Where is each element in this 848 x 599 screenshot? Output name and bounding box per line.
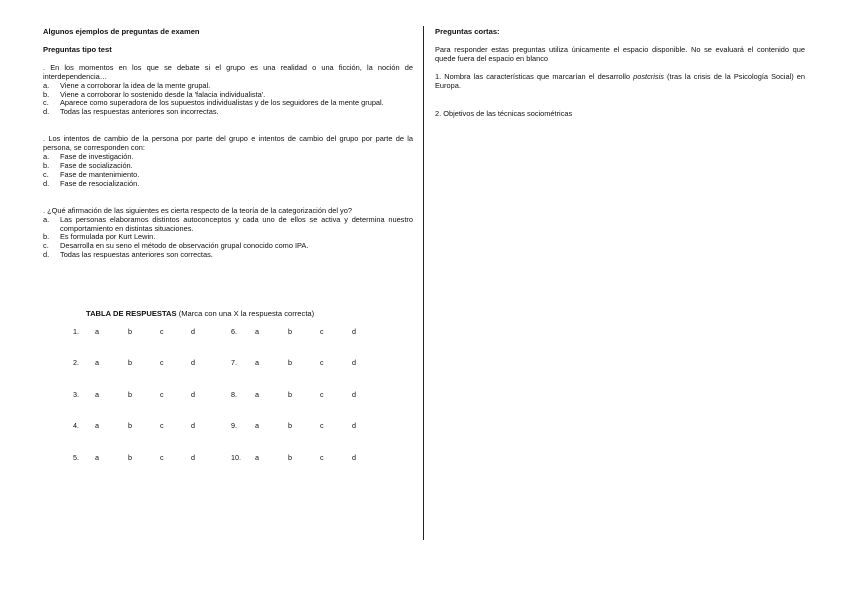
answer-choice-c[interactable]: c [320, 390, 324, 399]
answer-option: c. Aparece como superadora de los supuestos individualistas y de los seguidores de la mente grupal. [43, 98, 384, 108]
question-stem: . ¿Qué afirmación de las siguientes es cierta respecto de la teoría de la categorización del yo? [43, 205, 352, 215]
short-questions-title: Preguntas cortas: [435, 27, 500, 36]
test-question-3 [43, 207, 413, 260]
answer-number: 10. [231, 453, 241, 462]
answer-choice-c[interactable]: c [160, 453, 164, 462]
left-column [43, 28, 413, 260]
answer-choice-a[interactable]: a [255, 358, 259, 367]
answer-choice-d[interactable]: d [191, 421, 195, 430]
test-question-2 [43, 135, 413, 188]
answer-choice-c[interactable]: c [320, 453, 324, 462]
answer-choice-b[interactable]: b [288, 327, 292, 336]
answer-option: a. Fase de investigación. [43, 152, 134, 162]
answer-choice-b[interactable]: b [288, 453, 292, 462]
answer-choice-d[interactable]: d [191, 327, 195, 336]
answer-table-heading: TABLA DE RESPUESTAS [86, 309, 177, 318]
answer-option: d. Fase de resocialización. [43, 178, 140, 188]
answer-choice-b[interactable]: b [128, 453, 132, 462]
answer-option: d. Todas las respuestas anteriores son correctas. [43, 250, 213, 260]
answer-option: b. Es formulada por Kurt Lewin. [43, 232, 156, 242]
answer-choice-a[interactable]: a [255, 327, 259, 336]
right-column [435, 28, 805, 118]
answer-choice-d[interactable]: d [352, 453, 356, 462]
answer-choice-a[interactable]: a [95, 421, 99, 430]
section-heading: Preguntas tipo test [43, 44, 112, 54]
page-title: Algunos ejemplos de preguntas de examen [43, 27, 200, 36]
answer-table-note: (Marca con una X la respuesta correcta) [178, 309, 315, 318]
answer-choice-d[interactable]: d [191, 358, 195, 367]
answer-choice-c[interactable]: c [320, 421, 324, 430]
answer-choice-c[interactable]: c [160, 327, 164, 336]
answer-number: 4. [73, 421, 79, 430]
answer-number: 7. [231, 358, 237, 367]
answer-choice-a[interactable]: a [95, 358, 99, 367]
answer-choice-a[interactable]: a [255, 421, 259, 430]
answer-option: c. Fase de mantenimiento. [43, 169, 140, 179]
answer-choice-b[interactable]: b [128, 327, 132, 336]
short-question-2: 2. Objetivos de las técnicas sociométricas [435, 108, 573, 118]
question-stem: . Los intentos de cambio de la persona por parte del grupo e intentos de cambio del grupo por parte de la persona, se corresponden con: [43, 134, 413, 153]
answer-choice-a[interactable]: a [255, 453, 259, 462]
answer-option: a. Viene a corroborar la idea de la mente grupal. [43, 80, 211, 90]
answer-choice-c[interactable]: c [160, 421, 164, 430]
answer-choice-a[interactable]: a [255, 390, 259, 399]
column-divider [423, 26, 424, 540]
answer-number: 3. [73, 390, 79, 399]
answer-choice-c[interactable]: c [320, 327, 324, 336]
answer-number: 5. [73, 453, 79, 462]
answer-number: 6. [231, 327, 237, 336]
answer-choice-a[interactable]: a [95, 327, 99, 336]
test-question-1 [43, 64, 413, 117]
answer-choice-a[interactable]: a [95, 390, 99, 399]
short-question-1: 1. Nombra las características que marcarían el desarrollo postcrisis (tras la crisis de la Psicología Social) en Europa. [435, 71, 805, 90]
answer-choice-c[interactable]: c [160, 358, 164, 367]
answer-choice-b[interactable]: b [128, 421, 132, 430]
answer-choice-d[interactable]: d [352, 327, 356, 336]
answer-choice-d[interactable]: d [352, 421, 356, 430]
answer-option: c. Desarrolla en su seno el método de observación grupal conocido como IPA. [43, 241, 309, 251]
answer-option: d. Todas las respuestas anteriores son incorrectas. [43, 107, 219, 117]
answer-number: 1. [73, 327, 79, 336]
answer-choice-c[interactable]: c [320, 358, 324, 367]
answer-choice-d[interactable]: d [352, 358, 356, 367]
answer-option: b. Fase de socialización. [43, 160, 133, 170]
answer-number: 8. [231, 390, 237, 399]
answer-choice-d[interactable]: d [191, 390, 195, 399]
answer-choice-d[interactable]: d [191, 453, 195, 462]
answer-table-title [86, 309, 314, 318]
answer-choice-b[interactable]: b [128, 390, 132, 399]
answer-option: a. Las personas elaboramos distintos autoconceptos y cada uno de ellos se activa y determina nuestro comportamiento en distintas situaciones. [43, 214, 413, 233]
question-stem: . En los momentos en los que se debate si el grupo es una realidad o una ficción, la noción de interdependencia… [43, 62, 413, 81]
answer-choice-a[interactable]: a [95, 453, 99, 462]
answer-number: 9. [231, 421, 237, 430]
answer-choice-d[interactable]: d [352, 390, 356, 399]
answer-choice-b[interactable]: b [128, 358, 132, 367]
answer-option: b. Viene a corroborar lo sostenido desde la 'falacia individualista'. [43, 89, 266, 99]
answer-choice-c[interactable]: c [160, 390, 164, 399]
short-questions-intro: Para responder estas preguntas utiliza únicamente el espacio disponible. No se evaluará el contenido que quede fuera del espacio en blanco [435, 44, 805, 63]
answer-choice-b[interactable]: b [288, 358, 292, 367]
answer-choice-b[interactable]: b [288, 421, 292, 430]
answer-number: 2. [73, 358, 79, 367]
answer-choice-b[interactable]: b [288, 390, 292, 399]
